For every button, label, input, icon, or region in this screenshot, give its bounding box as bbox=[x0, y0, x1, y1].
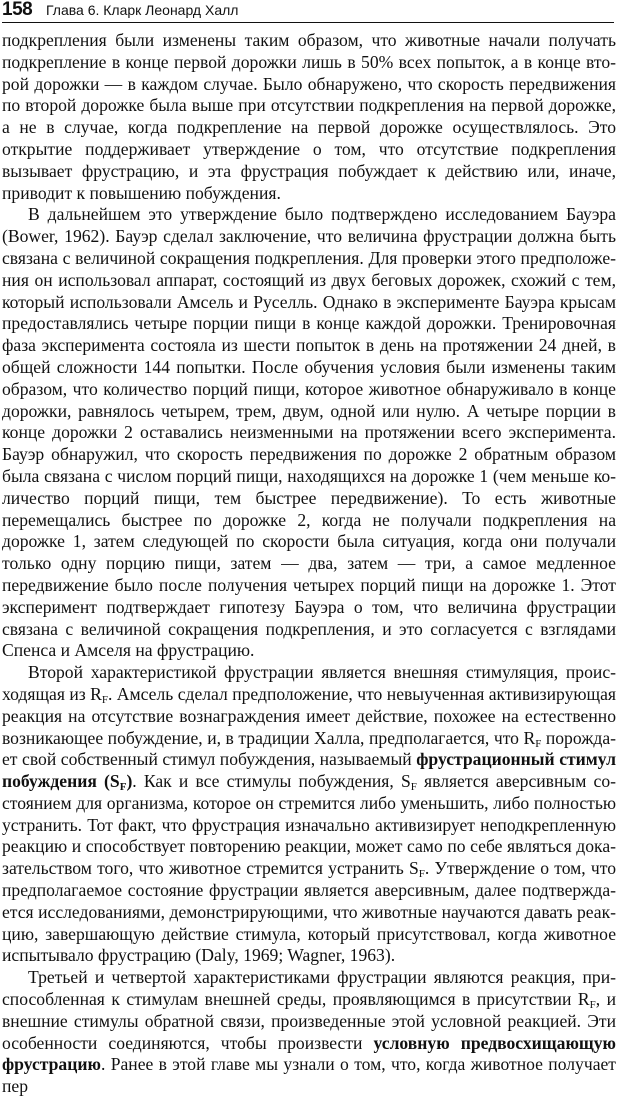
bold-term: ) bbox=[126, 771, 133, 792]
bold-term: фрустрационный стимул побуждения (S bbox=[2, 749, 616, 792]
subscript: F bbox=[589, 999, 596, 1012]
chapter-title: Глава 6. Кларк Леонард Халл bbox=[46, 2, 239, 18]
bold-term: условную предвосхищающую фрустрацию bbox=[2, 1032, 616, 1075]
text-run: . Как и все стимулы побуждения, S bbox=[132, 771, 411, 792]
text-run: Второй характеристикой фрустрации является внешняя стимуляция, происходящая из R bbox=[2, 662, 616, 704]
paragraph-1: подкрепления были изменены таким образом, что животные начали получать подкрепление в конце первой дорожки лишь в 50% всех попыток, а в конце второй дорожки — в каждом случае. Было обнаружено, что скорость передвижения по второй дорожке была выше при отсутствии подкрепления на первой дорожке, а не в случае, когда подкрепление на первой дорожке осуществлялось. Это открытие поддерживает утверждение о том, что отсутствие подкрепления вызывает фрустрацию, и эта фрустрация побуждает к действию или, иначе, приводит к повышению побуждения. bbox=[2, 30, 616, 203]
text-run: Третьей и четвертой характеристиками фрустрации являются реакция, приспособленная к стимулам внешней среды, проявляющимся в присутствии R bbox=[2, 967, 616, 1010]
paragraph-4 bbox=[2, 967, 616, 1098]
text-run: порождает свой собственный стимул побуждения, называемый bbox=[2, 727, 616, 770]
body-text bbox=[2, 30, 616, 1098]
paragraph-2: В дальнейшем это утверждение было подтверждено исследованием Бауэра (Bower, 1962). Бауэр сделал заключение, что величина фрустрации должна быть связана с величиной сокращения подкрепления. Для проверки этого предположения он использовал аппарат, состоящий из двух беговых дорожек, схожий с тем, который использовали Амсель и Руселль. Однако в эксперименте Бауэра крысам предоставлялись четыре порции пищи в конце каждой дорожки. Тренировочная фаза эксперимента состояла из шести попыток в день на протяжении 24 дней, в общей сложности 144 попытки. После обучения условия были изменены таким образом, что количество порций пищи, которое животное обнаруживало в конце дорожки, равнялось четырем, трем, двум, одной или нулю. А четыре порции в конце дорожки 2 оставались неизменными на протяжении всего эксперимента. Бауэр обнаружил, что скорость передвижения по дорожке 2 обратным образом была связана с числом порций пищи, находящихся на дорожке 1 (чем меньше количество порций пищи, тем быстрее передвижение). То есть животные перемещались быстрее по дорожке 2, когда не получали подкрепления на дорожке 1, затем следующей по скорости была ситуация, когда они получали только одну порцию пищи, затем — два, затем — три, а самое медленное передвижение было после получения четырех порций пищи на дорожке 1. Этот эксперимент подтверждает гипотезу Бауэра о том, что величина фрустрации связана с величиной сокращения подкрепления, и это согласуется с взглядами Спенса и Амселя на фрустрацию. bbox=[2, 204, 616, 661]
running-head bbox=[2, 0, 614, 23]
text-run: , и внешние стимулы обратной связи, произведенные этой условной реакцией. Эти особенности соединяются, чтобы произвести bbox=[2, 989, 616, 1053]
text-run: . Утверждение о том, что предполагаемое состояние фрустрации является аверсивным, далее подтверждается исследованиями, демонстрирующими, что животные научаются давать реакцию, завершающую действие стимула, который присутствовал, когда животное испытывало фрустрацию (Daly, 1969; Wagner, 1963). bbox=[2, 858, 616, 966]
subscript: F bbox=[101, 693, 108, 706]
subscript: F bbox=[410, 781, 417, 794]
subscript: F bbox=[418, 868, 425, 881]
subscript: F bbox=[119, 781, 127, 794]
subscript: F bbox=[535, 737, 542, 750]
page-number: 158 bbox=[2, 0, 33, 20]
text-run: . Амсель сделал предположение, что невыученная активизирующая реакция на отсутствие вознаграждения имеет действие, похожее на естественно возникающее побуждение, и, в традиции Халла, предполагается, что R bbox=[2, 683, 617, 748]
text-run: является аверсивным состоянием для организма, которое он стремится либо уменьшить, либо полностью устранить. Тот факт, что фрустрация изначально активизирует неподкрепленную реакцию и способствует повторению реакции, может само по себе являться доказательством того, что животное стремится устранить S bbox=[2, 771, 616, 879]
text-run: . Ранее в этой главе мы узнали о том, что, когда животное получает пер bbox=[2, 1054, 616, 1097]
paragraph-3 bbox=[2, 662, 616, 967]
